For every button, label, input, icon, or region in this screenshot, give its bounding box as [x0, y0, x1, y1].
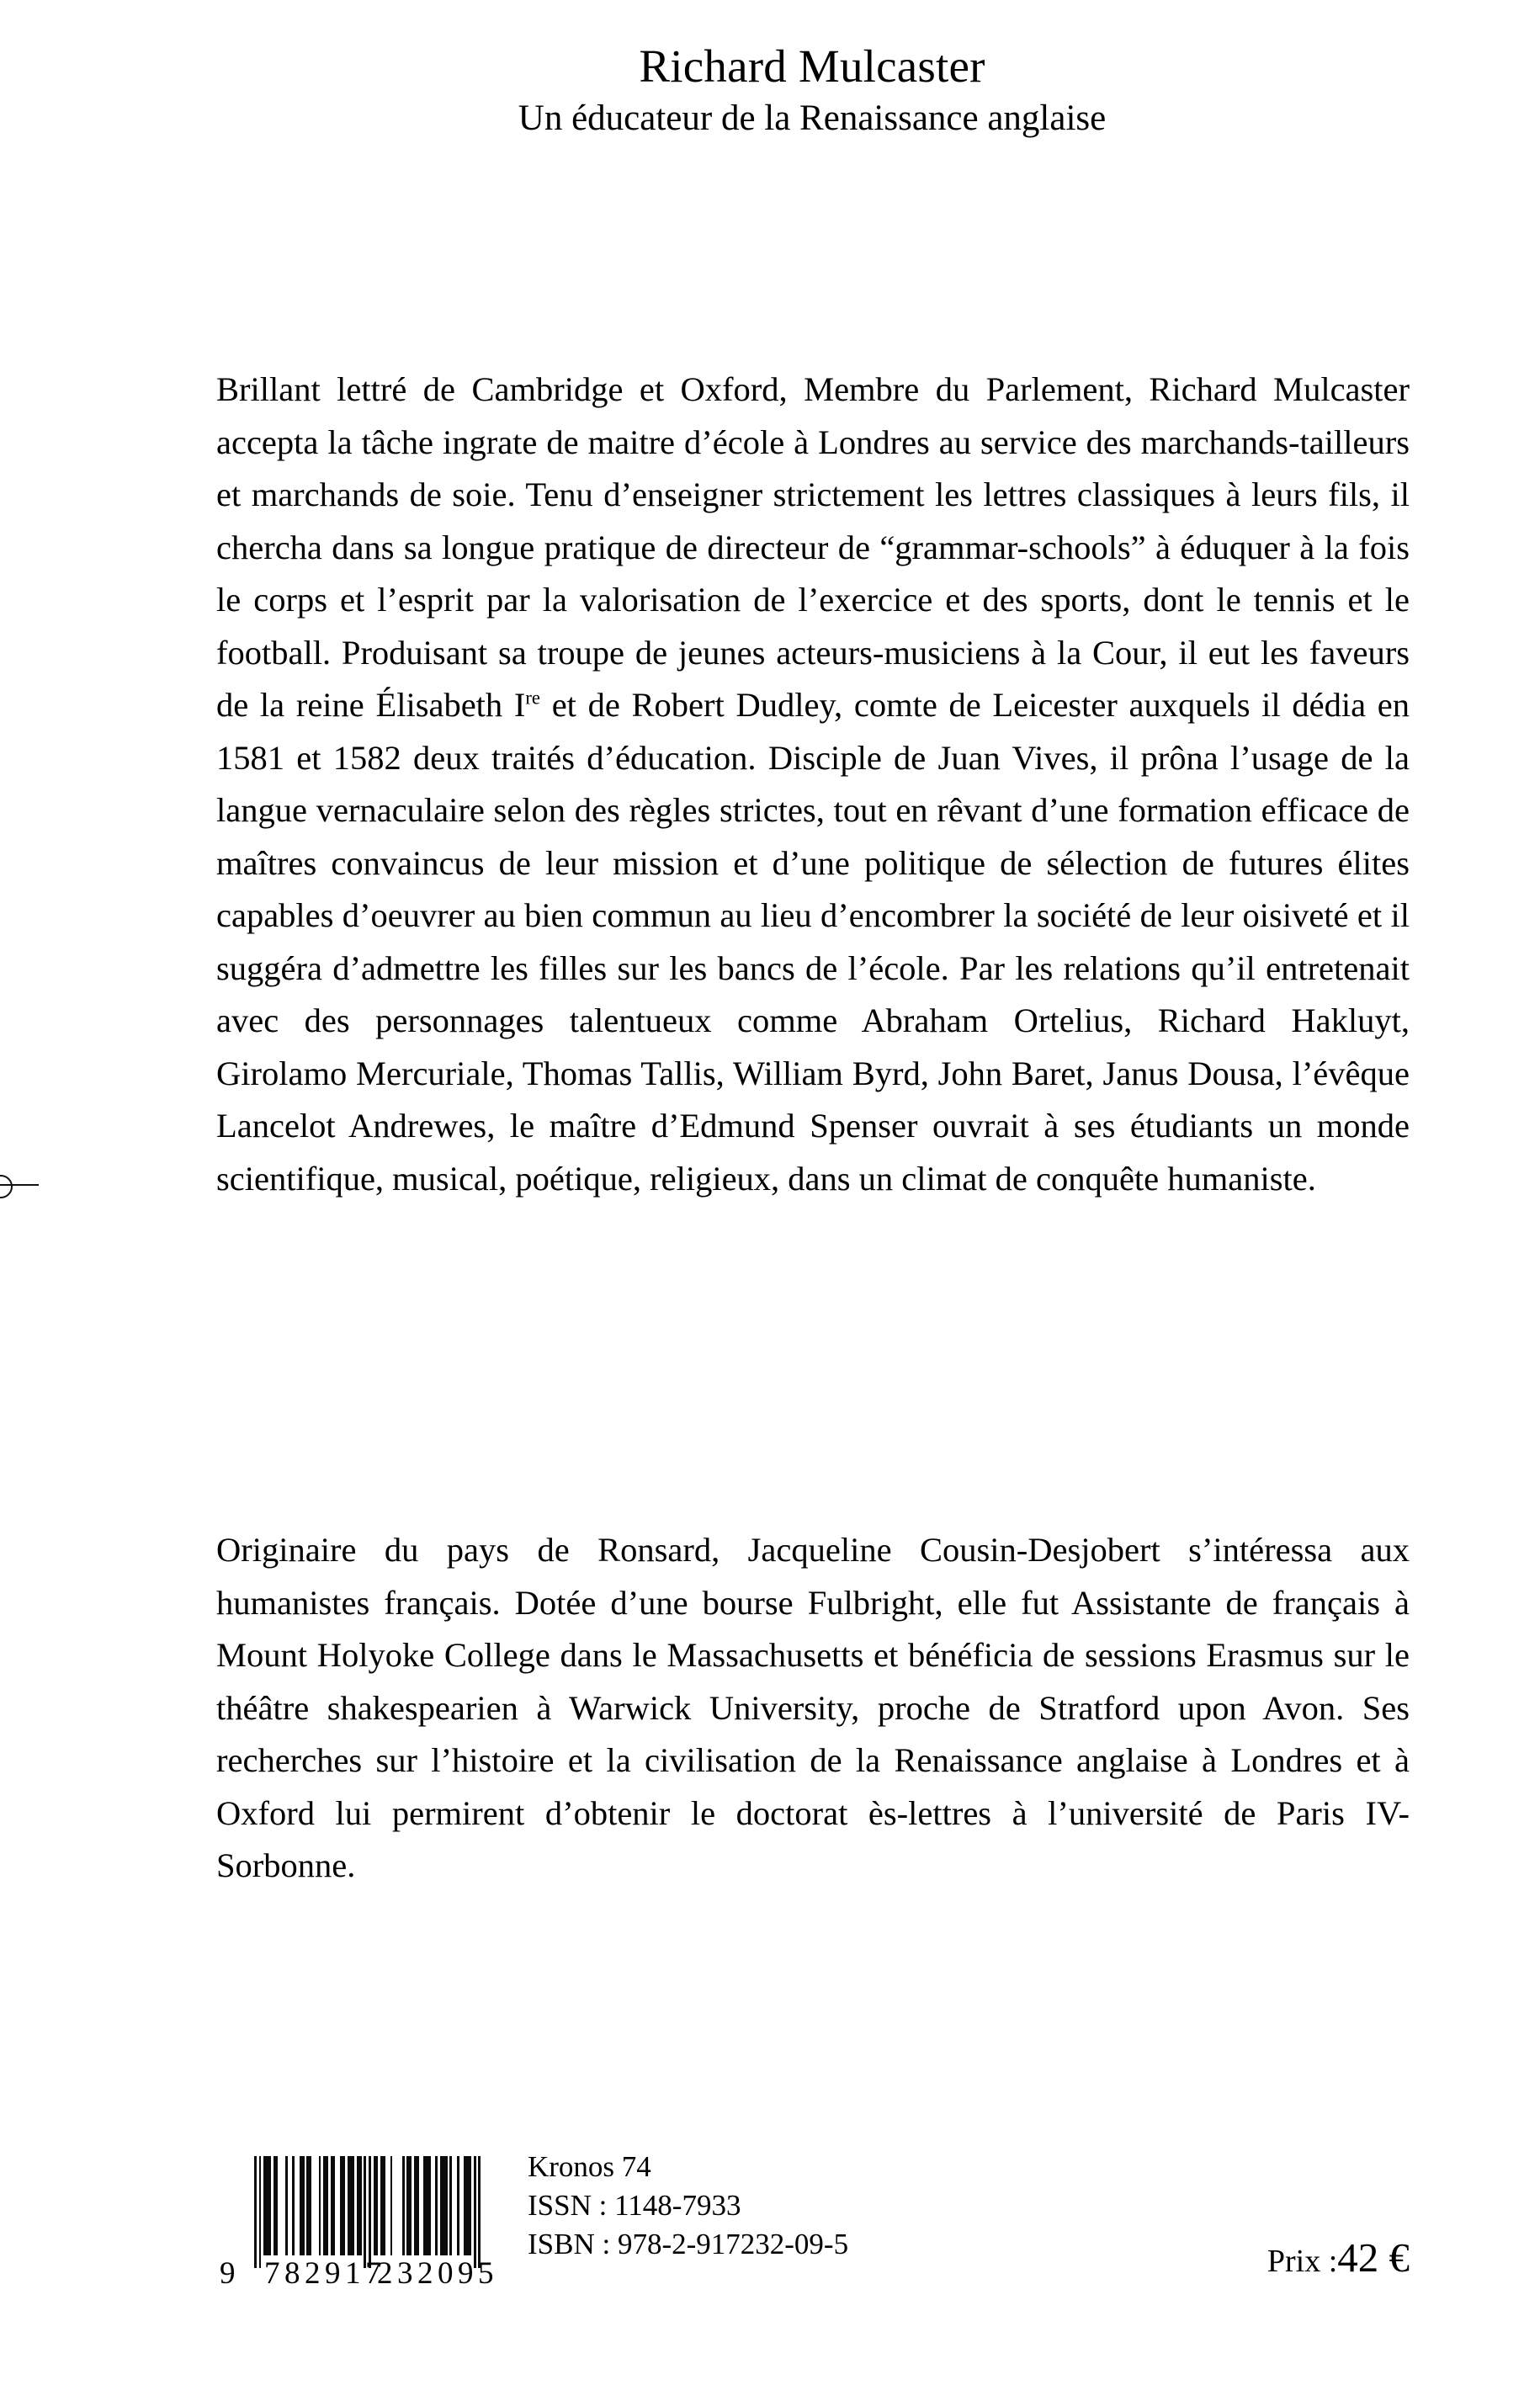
barcode-lead-digit: 9	[220, 2256, 236, 2291]
barcode-bar	[440, 2156, 448, 2255]
price-value: 42 €	[1337, 2234, 1410, 2281]
ean13-barcode	[216, 2156, 498, 2303]
title-block	[216, 40, 1408, 141]
barcode-bar	[464, 2156, 471, 2255]
barcode-space	[311, 2156, 319, 2255]
registration-mark	[0, 1175, 44, 1197]
isbn-label: ISBN : 978-2-917232-09-5	[528, 2228, 849, 2260]
collection-label: Kronos 74	[528, 2150, 651, 2183]
price-label: Prix :	[1267, 2244, 1338, 2279]
blurb-text-part2: et de Robert Dudley, comte de Leicester auxquels il dédia en 1581 et 1582 deux traités d’éducation. Disciple de Juan Vives, il prôna l’usage de la langue vernaculaire selon des règles strictes, tout en rêvant d’une formation efficace de maîtres convaincus de leur mission et d’une politique de sélection de futures élites capables d’oeuvrer au bien commun au lieu d’encombrer la société de leur oisiveté et il suggéra d’admettre les filles sur les bancs de l’école. Par les relations qu’il entretenait avec des personnages talentueux comme Abraham Ortelius, Richard Hakluyt, Girolamo Mercuriale, Thomas Tallis, William Byrd, John Baret, Janus Dousa, l’évêque Lancelot Andrewes, le maître d’Edmund Spenser ouvrait à ses étudiants un monde scientifique, musical, poétique, religieux, dans un climat de conquête humaniste.	[216, 686, 1410, 1198]
author-biography	[216, 1524, 1410, 1893]
barcode-space	[392, 2156, 401, 2255]
back-cover-blurb	[216, 364, 1410, 1205]
price-block	[1267, 2234, 1410, 2281]
book-title: Richard Mulcaster	[639, 40, 985, 92]
ordinal-suffix: re	[525, 687, 540, 709]
blurb-text-part1: Brillant lettré de Cambridge et Oxford, Membre du Parlement, Richard Mulcaster accepta la tâche ingrate de maitre d’école à Londres au service des marchands-tailleurs et marchands de soie. Tenu d’enseigner strictement les lettres classiques à leurs fils, il chercha dans sa longue pratique de directeur de “grammar-schools” à éduquer à la fois le corps et l’esprit par la valorisation de l’exercice et des sports, dont le tennis et le football. Produisant sa troupe de jeunes acteurs-musiciens à la Cour, il eut les faveurs de la reine Élisabeth I	[216, 370, 1410, 724]
author-biography-paragraph: Originaire du pays de Ronsard, Jacqueline Cousin-Desjobert s’intéressa aux humanistes français. Dotée d’une bourse Fulbright, elle fut Assistante de français à Mount Holyoke College dans le Massachusetts et bénéficia de sessions Erasmus sur le théâtre shakespearien à Warwick University, proche de Stratford upon Avon. Ses recherches sur l’histoire et la civilisation de la Renaissance anglaise à Londres et à Oxford lui permirent d’obtenir le doctorat ès-lettres à l’université de Paris IV-Sorbonne.	[216, 1531, 1410, 1884]
barcode-right-digits: 232095	[377, 2256, 498, 2291]
barcode-bar	[478, 2156, 481, 2268]
barcode-space	[278, 2156, 285, 2255]
back-cover-footer	[216, 2148, 1410, 2316]
blurb-paragraph	[216, 364, 1410, 1205]
barcode-digits	[216, 2255, 498, 2292]
barcode-left-digits: 782917	[264, 2256, 385, 2291]
barcode-bar	[348, 2156, 355, 2255]
registration-mark-line	[0, 1184, 39, 1186]
barcode-bar	[423, 2156, 431, 2255]
barcode-bars	[254, 2156, 481, 2268]
issn-label: ISSN : 1148-7933	[528, 2189, 741, 2222]
barcode-bar	[263, 2156, 271, 2255]
imprint-block	[528, 2148, 1049, 2264]
registration-mark-circle	[0, 1175, 13, 1198]
book-subtitle: Un éducateur de la Renaissance anglaise	[518, 98, 1107, 138]
